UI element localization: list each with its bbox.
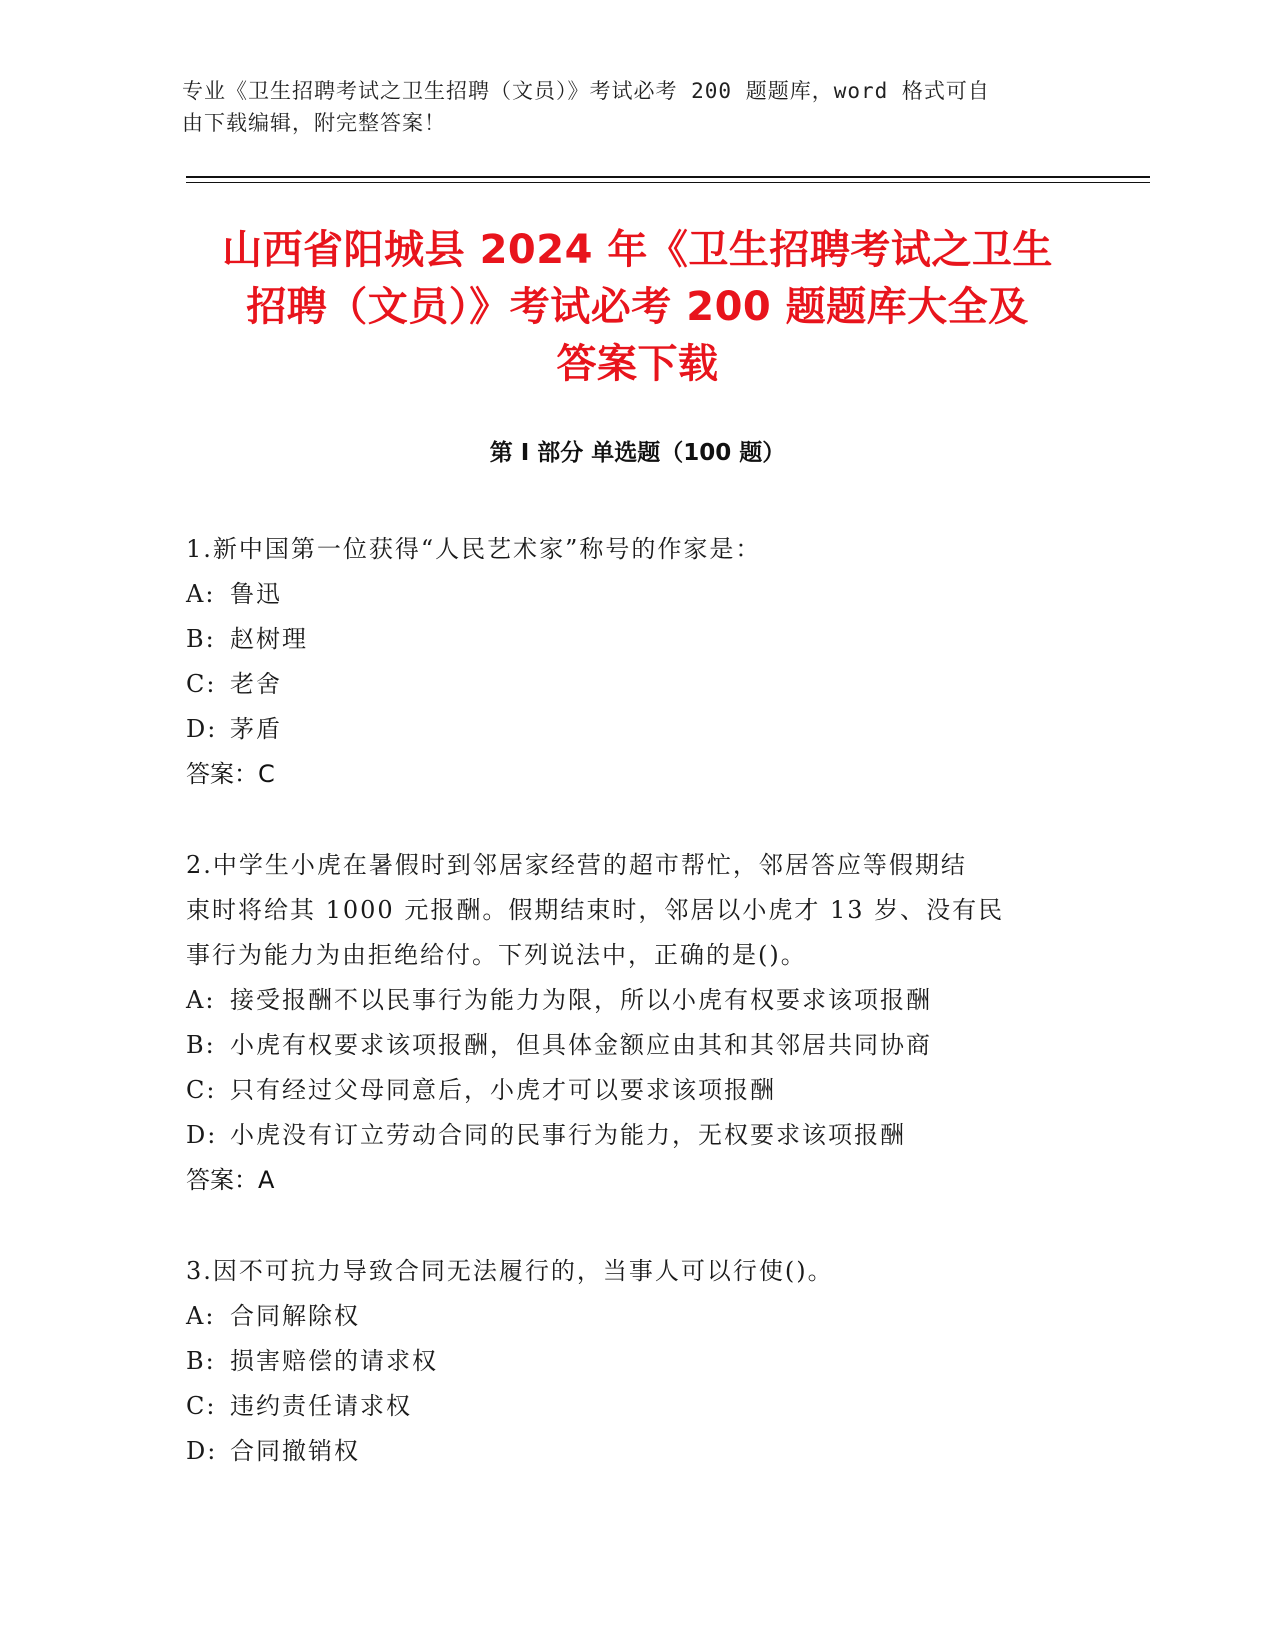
option-label: C: — [186, 1392, 217, 1420]
option-text: 接受报酬不以民事行为能力为限，所以小虎有权要求该项报酬 — [230, 986, 932, 1014]
question-stem-line: 束时将给其 1000 元报酬。假期结束时，邻居以小虎才 13 岁、没有民 — [186, 896, 1005, 924]
option-label: C: — [186, 670, 217, 698]
header-note-line-1: 专业《卫生招聘考试之卫生招聘（文员）》考试必考 200 题题库，word 格式可自 — [182, 79, 990, 103]
header-rule-thick — [186, 176, 1150, 178]
option-text: 合同撤销权 — [230, 1437, 360, 1465]
option-label: B: — [186, 625, 216, 653]
question-stem-line: 3.因不可抗力导致合同无法履行的，当事人可以行使()。 — [186, 1257, 834, 1285]
question-stem-line: 事行为能力为由拒绝给付。下列说法中，正确的是()。 — [186, 941, 807, 969]
option-c — [186, 1384, 1086, 1429]
question-stem — [186, 1249, 1086, 1294]
option-text: 鲁迅 — [230, 580, 282, 608]
option-text: 小虎有权要求该项报酬，但具体金额应由其和其邻居共同协商 — [230, 1031, 932, 1059]
answer-line: 答案：C — [186, 760, 275, 788]
document-title-line-3: 答案下载 — [556, 341, 719, 387]
question-3 — [186, 1249, 1086, 1474]
section-title: 第 I 部分 单选题（100 题） — [489, 440, 786, 466]
question-1 — [186, 527, 1086, 797]
option-b — [186, 1339, 1086, 1384]
question-stem-line: 1.新中国第一位获得“人民艺术家”称号的作家是： — [186, 535, 762, 563]
option-label: D: — [186, 715, 218, 743]
option-text: 违约责任请求权 — [230, 1392, 412, 1420]
option-label: A: — [186, 580, 216, 608]
question-stem — [186, 527, 1086, 572]
header-note — [182, 75, 1062, 139]
option-c — [186, 662, 1086, 707]
option-a — [186, 978, 1086, 1023]
header-rule-thin — [186, 182, 1150, 183]
option-label: D: — [186, 1437, 218, 1465]
document-title-line-2: 招聘（文员）》考试必考 200 题题库大全及 — [246, 284, 1029, 330]
answer-line: 答案：A — [186, 1166, 275, 1194]
question-list — [186, 527, 1086, 1520]
option-label: D: — [186, 1121, 218, 1149]
option-text: 老舍 — [230, 670, 282, 698]
option-text: 赵树理 — [230, 625, 308, 653]
option-text: 损害赔偿的请求权 — [230, 1347, 438, 1375]
option-text: 只有经过父母同意后，小虎才可以要求该项报酬 — [230, 1076, 776, 1104]
option-label: C: — [186, 1076, 217, 1104]
option-c — [186, 1068, 1086, 1113]
option-d — [186, 1113, 1086, 1158]
option-a — [186, 572, 1086, 617]
option-d — [186, 1429, 1086, 1474]
option-text: 茅盾 — [230, 715, 282, 743]
option-label: B: — [186, 1031, 216, 1059]
document-title-line-1: 山西省阳城县 2024 年《卫生招聘考试之卫生 — [222, 227, 1053, 273]
option-b — [186, 1023, 1086, 1068]
option-text: 合同解除权 — [230, 1302, 360, 1330]
document-title — [160, 222, 1115, 393]
option-text: 小虎没有订立劳动合同的民事行为能力，无权要求该项报酬 — [230, 1121, 906, 1149]
option-label: A: — [186, 1302, 216, 1330]
option-a — [186, 1294, 1086, 1339]
question-stem — [186, 843, 1086, 978]
option-d — [186, 707, 1086, 752]
question-2 — [186, 843, 1086, 1203]
option-label: A: — [186, 986, 216, 1014]
header-note-line-2: 由下载编辑，附完整答案！ — [182, 111, 446, 135]
question-stem-line: 2.中学生小虎在暑假时到邻居家经营的超市帮忙，邻居答应等假期结 — [186, 851, 967, 879]
option-label: B: — [186, 1347, 216, 1375]
option-b — [186, 617, 1086, 662]
